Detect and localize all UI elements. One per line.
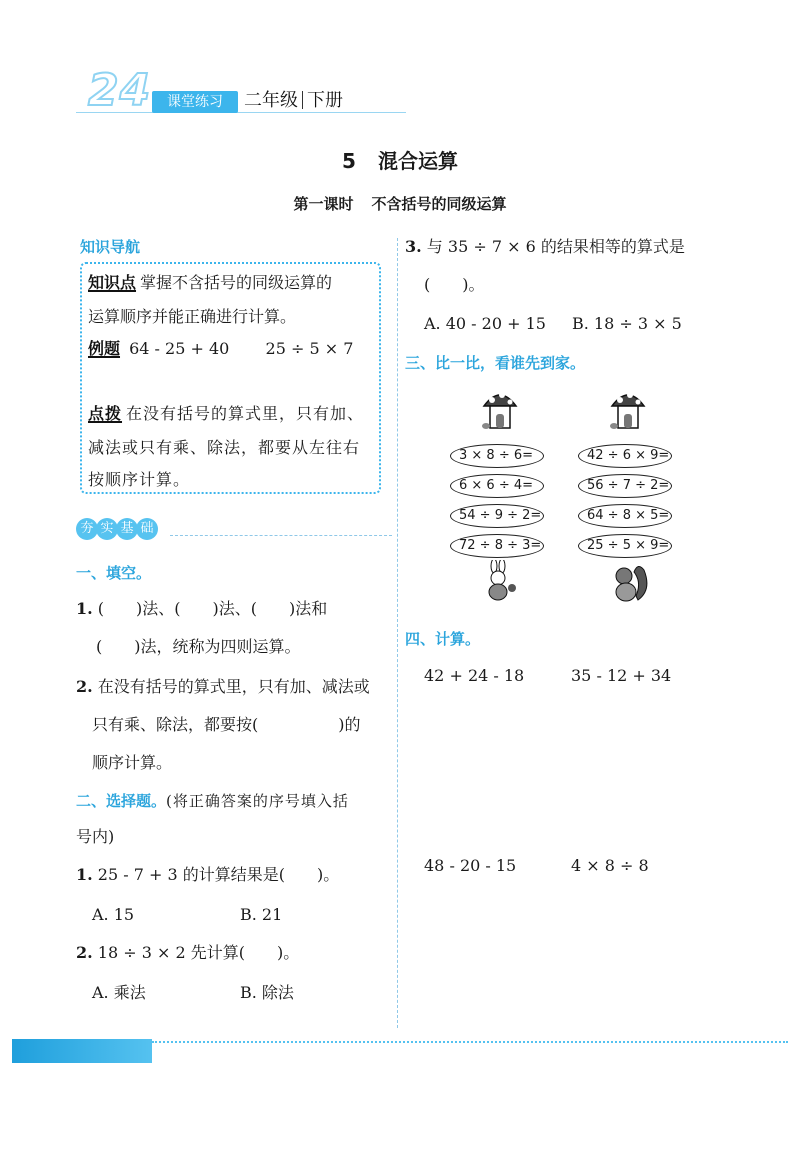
base-tag-char: 实 (96, 518, 118, 540)
part2-q1-b: B. 21 (240, 905, 283, 924)
q-number: 1. (76, 865, 93, 884)
part1-q1-line2: ( )法，统称为四则运算。 (96, 637, 301, 656)
example (88, 338, 353, 360)
part2-note-2: 号内) (76, 827, 115, 846)
part2-heading-text: 二、选择题。 (76, 792, 167, 810)
part2-q2-b: B. 除法 (240, 983, 294, 1002)
base-tag-line (170, 535, 392, 536)
race-bubble-right: 64 ÷ 8 × 5= (578, 504, 672, 528)
rabbit-icon (480, 560, 520, 604)
race-bubble-left: 3 × 8 ÷ 6= (450, 444, 544, 468)
footer-bar (12, 1039, 152, 1063)
part1-q2 (76, 676, 370, 698)
q-text: 25 - 7 + 3 的计算结果是( )。 (97, 865, 340, 884)
page-number: 24 (88, 65, 152, 116)
part2-heading (76, 790, 349, 811)
part2-q1 (76, 864, 339, 886)
mushroom-house-icon (480, 386, 520, 432)
base-tag-char: 础 (136, 518, 158, 540)
lesson-name: 不含括号的同级运算 (371, 195, 507, 213)
tip-text-1: 在没有括号的算式里，只有加、 (126, 404, 365, 423)
calc-item: 4 × 8 ÷ 8 (571, 856, 649, 875)
point-text-1: 掌握不含括号的同级运算的 (140, 273, 333, 292)
base-tag-char: 基 (116, 518, 138, 540)
knowledge-box (80, 262, 381, 494)
header-grade (244, 88, 343, 114)
race-bubble-right: 56 ÷ 7 ÷ 2= (578, 474, 672, 498)
part2-q3 (405, 236, 685, 258)
mushroom-house-icon (608, 386, 648, 432)
part2-q2-a: A. 乘法 (92, 983, 146, 1002)
section-number: 5 (342, 149, 356, 173)
part4-heading: 四、计算。 (405, 630, 481, 648)
knowledge-tag: 知识导航 (80, 238, 141, 256)
lesson-label: 第一课时 (293, 195, 354, 213)
column-divider (397, 238, 398, 1028)
part2-q1-a: A. 15 (92, 905, 135, 924)
grade-separator (302, 91, 303, 109)
part2-q3-b: B. 18 ÷ 3 × 5 (572, 314, 682, 333)
q-text: ( )法、( )法、( )法和 (97, 599, 328, 618)
grade-label: 二年级 (244, 90, 298, 111)
header-badge: 课堂练习 (152, 91, 238, 113)
squirrel-icon (608, 560, 652, 604)
point-label: 知识点 (88, 273, 137, 292)
example-label: 例题 (88, 339, 121, 358)
q-text: 18 ÷ 3 × 2 先计算( )。 (97, 943, 300, 962)
footer-dotted-line (152, 1041, 788, 1043)
example-1: 64 - 25 + 40 (129, 339, 230, 358)
knowledge-point (88, 272, 332, 294)
part1-q1 (76, 598, 327, 620)
part2-q3-a: A. 40 - 20 + 15 (424, 314, 546, 333)
tip-text-3: 按顺序计算。 (88, 470, 191, 489)
q-number: 3. (405, 237, 422, 256)
race-bubble-left: 72 ÷ 8 ÷ 3= (450, 534, 544, 558)
header-divider (76, 112, 406, 113)
race-bubble-right: 25 ÷ 5 × 9= (578, 534, 672, 558)
section-title (0, 148, 800, 174)
calc-item: 35 - 12 + 34 (571, 666, 672, 685)
part2-q2 (76, 942, 299, 964)
base-tag (76, 517, 156, 539)
point-text-2: 运算顺序并能正确进行计算。 (88, 307, 297, 326)
q-text: 在没有括号的算式里，只有加、减法或 (97, 677, 370, 696)
base-tag-char: 夯 (76, 518, 98, 540)
part2-note: (将正确答案的序号填入括 (166, 792, 349, 810)
part1-q2-line2: 只有乘、除法，都要按( )的 (92, 715, 361, 734)
q-number: 1. (76, 599, 93, 618)
lesson-title (0, 193, 800, 215)
part1-heading: 一、填空。 (76, 564, 152, 582)
part1-q2-line3: 顺序计算。 (92, 753, 173, 772)
part3-heading: 三、比一比，看谁先到家。 (405, 354, 586, 372)
q-text: 与 35 ÷ 7 × 6 的结果相等的算式是 (426, 237, 685, 256)
race-bubble-left: 6 × 6 ÷ 4= (450, 474, 544, 498)
example-2: 25 ÷ 5 × 7 (265, 339, 354, 358)
term-label: 下册 (307, 90, 343, 111)
race-bubble-left: 54 ÷ 9 ÷ 2= (450, 504, 544, 528)
part2-q3-blank: ( )。 (424, 275, 485, 294)
tip (88, 403, 364, 425)
calc-item: 42 + 24 - 18 (424, 666, 525, 685)
race-bubble-right: 42 ÷ 6 × 9= (578, 444, 672, 468)
q-number: 2. (76, 677, 93, 696)
tip-label: 点拨 (88, 404, 123, 423)
calc-item: 48 - 20 - 15 (424, 856, 517, 875)
tip-text-2: 减法或只有乘、除法，都要从左往右 (88, 438, 361, 457)
section-name: 混合运算 (377, 149, 458, 173)
q-number: 2. (76, 943, 93, 962)
